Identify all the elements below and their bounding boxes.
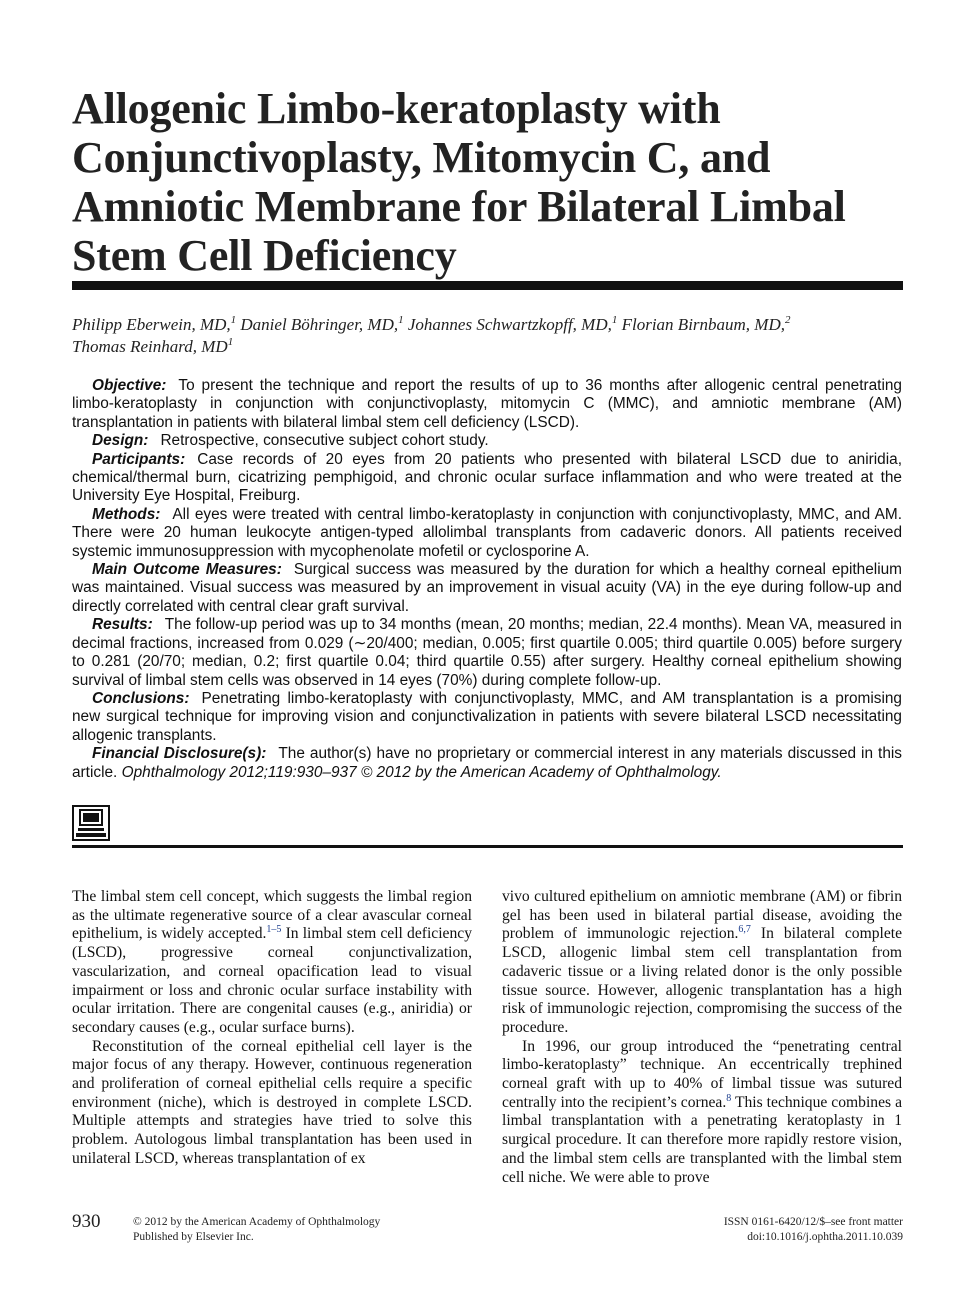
footer-publisher-info xyxy=(133,1215,380,1245)
body-paragraph: vivo cultured epithelium on amniotic membrane (AM) or fibrin gel has been used in bilateral partial disease, avoiding the problem of immunologic rejection.$^{6,7}$ In bilateral complete LSCD, allogenic limbal stem cell transplantation from cadaveric tissue or a living related donor is the only possible tissue source. However, allogenic transplantation has a high risk of immunologic rejection, compromising the success of the procedure. xyxy=(502,888,902,1036)
author: Daniel Böhringer, MD,$^1$ xyxy=(240,314,404,334)
footer-publisher: Published by Elsevier Inc. xyxy=(133,1231,254,1243)
title-rule xyxy=(72,281,903,290)
body-paragraph: Reconstitution of the corneal epithelial cell layer is the major focus of any therapy. However, continuous regeneration and proliferation of corneal epithelial cells require a specific environment (niche), which is destroyed in complete LSCD. Multiple attempts and strategies have tried to solve this problem. Autologous limbal transplantation has been used in unilateral LSCD, whereas transplantation of ex xyxy=(72,1037,472,1167)
author: Florian Birnbaum, MD,$^2$ xyxy=(621,314,791,334)
abstract-methods: Methods: All eyes were treated with central limbo-keratoplasty in conjunction with conjunctivoplasty, MMC, and AM. There were 20 human leukocyte antigen-typed allolimbal transplants from cadaveric donors. All patients received systemic immunosuppression with mycophenolate mofetil or cyclosporine A. xyxy=(72,505,902,560)
abstract-results: Results: The follow-up period was up to 34 months (mean, 20 months; median, 22.4 months). Mean VA, measured in decimal fractions, increased from 0.029 (∼20/400; median, 0.005; first quartile 0.005; third quartile 0.005) before surgery to 0.281 (20/70; median, 0.2; first quartile 0.04; third quartile 0.55) after surgery. Healthy corneal epithelium showing survival of limbal stem cells was observed in 14 eyes (70%) during complete follow-up. xyxy=(72,616,902,689)
author: Philipp Eberwein, MD,$^1$ xyxy=(72,314,237,334)
reference-link[interactable]: 8 xyxy=(726,1092,732,1104)
footer-identifiers xyxy=(724,1215,903,1245)
author: Thomas Reinhard, $MD^1$ xyxy=(72,336,234,356)
footer-issn: ISSN 0161-6420/12/$–see front matter xyxy=(723,1216,903,1228)
body-column-left xyxy=(72,888,472,1169)
abstract-financial-disclosure: Financial Disclosure(s): The author(s) have no proprietary or commercial interest in any materials discussed in this article. Ophthalmology 2012;119:930–937 © 2012 by the American Academy of Ophthalmology. xyxy=(72,745,902,781)
body-column-right xyxy=(502,888,902,1187)
article-title: Allogenic Limbo-keratoplasty with Conjunctivoplasty, Mitomycin C, and Amniotic Membrane for Bilateral Limbal Stem Cell Deficiency xyxy=(72,84,846,280)
page-number: 930 xyxy=(72,1211,101,1232)
abstract-participants: Participants: Case records of 20 eyes from 20 patients who presented with bilateral LSCD due to aniridia, chemical/thermal burn, cicatrizing pemphigoid, and chronic ocular surface inflammation and who were treated at the University Eye Hospital, Freiburg. xyxy=(72,450,902,505)
abstract-rule xyxy=(72,845,903,848)
abstract-conclusions: Conclusions: Penetrating limbo-keratoplasty with conjunctivoplasty, MMC, and AM transplantation is a promising new surgical technique for improving vision and conjunctivalization in patients with severe bilateral LSCD necessitating allogenic transplants. xyxy=(72,689,902,744)
body-paragraph: The limbal stem cell concept, which suggests the limbal region as the ultimate regenerative source of a clear avascular corneal epithelium, is widely accepted.$^{1-5}$ In limbal stem cell deficiency (LSCD), progressive corneal conjunctivalization, vascularization, and corneal opacification lead to visual impairment or loss and chronic ocular surface instability with ocular irritation. There are congenital causes (e.g., aniridia) or secondary causes (e.g., ocular surface burns). xyxy=(72,888,472,1036)
reference-link[interactable]: 6,7 xyxy=(738,924,751,936)
abstract-outcome-measures: Main Outcome Measures: Surgical success was measured by the duration for which a healthy corneal epithelium was maintained. Visual success was measured by an improvement in visual acuity (VA) in the eye during follow-up and directly correlated with central clear graft survival. xyxy=(72,561,902,615)
author: Johannes Schwartzkopff, MD,$^1$ xyxy=(407,314,618,334)
abstract-design: Design: Retrospective, consecutive subject cohort study. xyxy=(92,432,489,450)
body-paragraph: In 1996, our group introduced the “penetrating central limbo-keratoplasty” technique. An eccentrically trephined corneal graft with up to 40% of limbal tissue was sutured centrally into the recipient’s cornea.$^8$ This technique combines a limbal transplantation with a penetrating keratoplasty in 1 surgical procedure. It can therefore more rapidly restore vision, and the limbal stem cells are transplanted with the limbal stem cell niche. We were able to prove xyxy=(502,1037,902,1186)
reference-link[interactable]: 1–5 xyxy=(266,924,282,936)
abstract xyxy=(72,377,902,782)
footer-doi[interactable]: doi:10.1016/j.ophtha.2011.10.039 xyxy=(747,1231,903,1243)
author-list xyxy=(72,314,902,358)
footer-copyright: © 2012 by the American Academy of Ophthalmology xyxy=(133,1216,381,1228)
abstract-objective: Objective: To present the technique and report the results of up to 36 months after allogenic central penetrating limbo-keratoplasty in conjunction with conjunctivoplasty, mitomycin C (MMC), and amniotic membrane (AM) transplantation in patients with bilateral limbal stem cell deficiency (LSCD). xyxy=(72,377,902,431)
journal-citation: Ophthalmology 2012;119:930–937 © 2012 by the American Academy of Ophthalmology. xyxy=(121,763,722,781)
computer-monitor-icon xyxy=(72,805,110,841)
